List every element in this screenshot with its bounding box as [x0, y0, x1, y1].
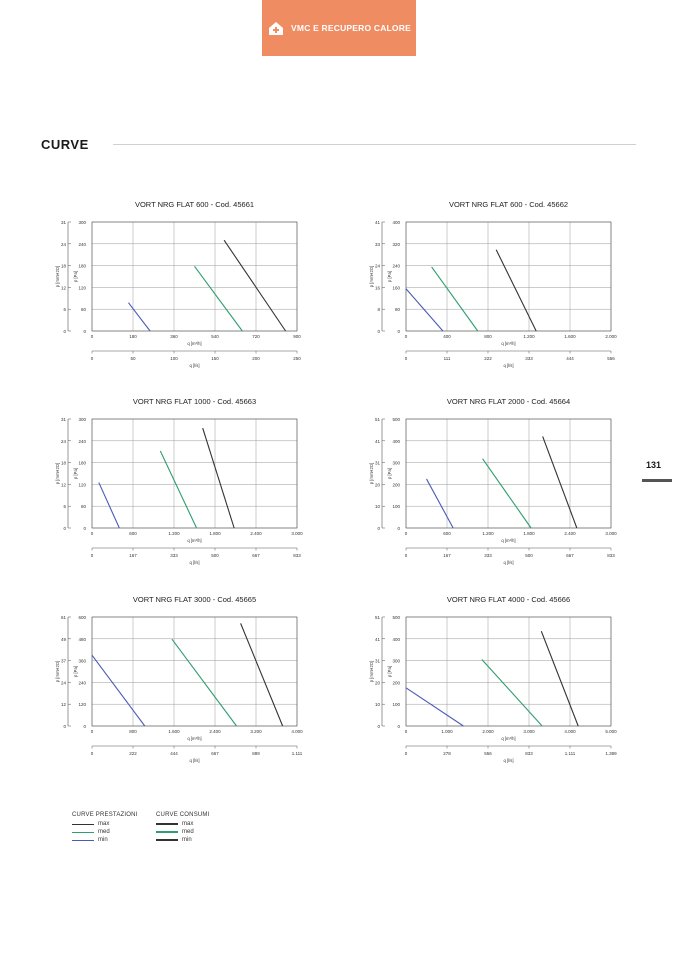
x-tick-label: 1.200 — [482, 531, 494, 536]
plot-frame — [92, 419, 297, 528]
chart-title: VORT NRG FLAT 1000 - Cod. 45663 — [132, 397, 257, 406]
y-tick-label: 0 — [397, 329, 400, 334]
house-plus-icon — [267, 19, 285, 37]
category-banner — [262, 0, 416, 56]
chart-title: VORT NRG FLAT 600 - Cod. 45662 — [448, 200, 569, 209]
legend-swatch — [156, 831, 178, 833]
x-tick-label: 1.800 — [523, 531, 535, 536]
x2-tick-label: 0 — [90, 553, 94, 558]
x2-tick-label: 333 — [525, 356, 533, 361]
chart-title: VORT NRG FLAT 4000 - Cod. 45666 — [446, 595, 571, 604]
x-axis-label: q [m³/h] — [501, 341, 516, 346]
chart-45662 — [360, 196, 640, 376]
x2-tick-label: 444 — [566, 356, 574, 361]
y-tick-label: 320 — [392, 241, 400, 247]
chart-svg — [360, 393, 640, 573]
series-line-min — [406, 688, 463, 726]
y2-tick-label: 51 — [374, 417, 380, 422]
legend-item — [156, 836, 236, 844]
x2-tick-label: 0 — [404, 553, 408, 558]
x-tick-label: 2.000 — [605, 334, 617, 339]
y-tick-label: 120 — [78, 702, 86, 708]
x2-tick-label: 500 — [211, 553, 219, 558]
x-tick-label: 3.000 — [523, 729, 535, 734]
x-tick-label: 1.200 — [523, 334, 535, 339]
y-tick-label: 400 — [392, 438, 400, 444]
chart-45661 — [46, 196, 326, 376]
y-tick-label: 0 — [83, 724, 86, 729]
chart-svg — [360, 196, 640, 376]
x-tick-label: 4.000 — [291, 729, 303, 734]
x-tick-label: 1.600 — [168, 729, 180, 734]
x2-tick-label: 1.111 — [564, 751, 576, 756]
x-tick-label: 720 — [252, 334, 260, 339]
legend-label: med — [182, 829, 194, 835]
y-tick-label: 0 — [397, 724, 400, 729]
legend-performance-title: CURVE PRESTAZIONI — [72, 812, 138, 818]
y-tick-label: 300 — [392, 460, 400, 466]
chart-45665 — [46, 591, 326, 771]
legend-swatch — [72, 824, 94, 825]
x2-tick-label: 0 — [90, 751, 94, 756]
plot-frame — [406, 617, 611, 726]
x2-tick-label: 0 — [90, 356, 94, 361]
y-tick-label: 100 — [392, 504, 400, 510]
y-tick-label: 180 — [78, 263, 86, 269]
x-tick-label: 0 — [404, 334, 408, 339]
legend-label: med — [98, 829, 110, 835]
chart-45666 — [360, 591, 640, 771]
series-line-min — [427, 479, 454, 528]
x-tick-label: 800 — [484, 334, 492, 339]
plot-frame — [406, 419, 611, 528]
y2-tick-label: 33 — [374, 241, 380, 247]
y2-axis-label: p [mmH2O] — [55, 462, 60, 485]
legend-swatch — [72, 840, 94, 841]
y2-axis-label: p [mmH2O] — [369, 462, 374, 485]
y2-tick-label: 31 — [60, 220, 66, 225]
y-tick-label: 0 — [397, 526, 400, 531]
chart-title: VORT NRG FLAT 600 - Cod. 45661 — [134, 200, 255, 209]
x2-tick-label: 333 — [170, 553, 178, 558]
x2-tick-label: 556 — [484, 751, 492, 756]
x-axis-label: q [m³/h] — [187, 538, 202, 543]
legend-label: max — [182, 821, 194, 827]
y2-tick-label: 41 — [374, 220, 380, 225]
y-tick-label: 500 — [392, 615, 400, 620]
series-line-med — [483, 459, 532, 528]
x2-tick-label: 333 — [484, 553, 492, 558]
y-axis-label: p [Pa] — [387, 666, 392, 677]
y2-axis-label: p [mmH2O] — [55, 265, 60, 288]
x2-tick-label: 167 — [443, 553, 451, 558]
legend-item — [72, 836, 152, 844]
x-tick-label: 0 — [90, 334, 94, 339]
legend-swatch — [156, 823, 178, 825]
y2-tick-label: 20 — [374, 482, 380, 488]
y-axis-label: p [Pa] — [387, 468, 392, 479]
series-line-max — [496, 250, 536, 331]
x2-tick-label: 556 — [607, 356, 615, 361]
y2-tick-label: 12 — [60, 702, 66, 708]
section-divider — [113, 144, 636, 145]
y-tick-label: 200 — [392, 680, 400, 686]
legend-item — [72, 828, 152, 836]
legend-item — [72, 820, 152, 828]
x-tick-label: 800 — [129, 729, 137, 734]
y2-tick-label: 0 — [63, 329, 66, 334]
y2-tick-label: 0 — [377, 329, 380, 334]
x2-tick-label: 150 — [211, 356, 219, 361]
legend-swatch — [156, 839, 178, 841]
x2-tick-label: 50 — [130, 356, 136, 361]
chart-title: VORT NRG FLAT 3000 - Cod. 45665 — [132, 595, 257, 604]
x2-tick-label: 444 — [170, 751, 178, 756]
y2-tick-label: 0 — [63, 724, 66, 729]
legend-label: min — [98, 837, 108, 843]
page-number-bar — [642, 479, 672, 482]
x2-tick-label: 278 — [443, 751, 451, 756]
series-line-max — [543, 436, 577, 528]
legend-consumption — [156, 812, 236, 844]
y2-tick-label: 12 — [60, 285, 66, 291]
x-tick-label: 180 — [129, 334, 137, 339]
y-tick-label: 80 — [394, 307, 400, 313]
legend-consumption-title: CURVE CONSUMI — [156, 812, 210, 818]
y2-axis-label: p [mmH2O] — [55, 660, 60, 683]
y2-tick-label: 24 — [60, 680, 66, 686]
chart-svg — [360, 591, 640, 771]
series-line-min — [128, 303, 150, 331]
page-number: 131 — [646, 460, 662, 470]
y2-tick-label: 31 — [374, 658, 380, 664]
series-line-max — [224, 240, 286, 331]
y-tick-label: 400 — [392, 220, 400, 225]
x-tick-label: 0 — [90, 729, 94, 734]
y-tick-label: 240 — [78, 241, 86, 247]
y-tick-label: 240 — [78, 438, 86, 444]
y-tick-label: 400 — [392, 636, 400, 642]
y2-tick-label: 49 — [60, 636, 66, 642]
y2-axis-label: p [mmH2O] — [369, 660, 374, 683]
plot-frame — [406, 222, 611, 331]
y2-tick-label: 12 — [60, 482, 66, 488]
y2-tick-label: 31 — [60, 417, 66, 422]
y2-tick-label: 41 — [374, 438, 380, 444]
x2-tick-label: 500 — [525, 553, 533, 558]
x-tick-label: 2.400 — [564, 531, 576, 536]
x-axis-label: q [m³/h] — [187, 736, 202, 741]
series-line-max — [203, 428, 234, 528]
x2-tick-label: 667 — [566, 553, 574, 558]
x-tick-label: 600 — [443, 531, 451, 536]
x2-tick-label: 200 — [252, 356, 260, 361]
y2-tick-label: 51 — [374, 615, 380, 620]
y2-tick-label: 24 — [60, 438, 66, 444]
chart-45663 — [46, 393, 326, 573]
y-tick-label: 100 — [392, 702, 400, 708]
x-tick-label: 540 — [211, 334, 219, 339]
y-tick-label: 60 — [80, 504, 86, 510]
y2-tick-label: 0 — [377, 724, 380, 729]
x-axis-label: q [m³/h] — [187, 341, 202, 346]
legend-label: max — [98, 821, 110, 827]
series-line-med — [195, 266, 243, 331]
plot-frame — [92, 222, 297, 331]
x2-tick-label: 250 — [293, 356, 301, 361]
x-tick-label: 400 — [443, 334, 451, 339]
x-tick-label: 0 — [404, 729, 408, 734]
banner-label: VMC E RECUPERO CALORE — [291, 23, 411, 33]
y2-tick-label: 61 — [60, 615, 66, 620]
y-tick-label: 240 — [392, 263, 400, 269]
x2-tick-label: 833 — [525, 751, 533, 756]
x-tick-label: 2.400 — [209, 729, 221, 734]
y2-tick-label: 18 — [60, 263, 66, 269]
x-tick-label: 4.000 — [564, 729, 576, 734]
legend-item — [156, 828, 236, 836]
x2-axis-label: q [l/s] — [503, 758, 514, 763]
x2-tick-label: 0 — [404, 356, 408, 361]
y-axis-label: p [Pa] — [73, 468, 78, 479]
x-tick-label: 3.200 — [250, 729, 262, 734]
y-tick-label: 200 — [392, 482, 400, 488]
y2-tick-label: 24 — [60, 241, 66, 247]
y2-tick-label: 10 — [374, 702, 380, 708]
x2-tick-label: 0 — [404, 751, 408, 756]
y-tick-label: 240 — [78, 680, 86, 686]
chart-title: VORT NRG FLAT 2000 - Cod. 45664 — [446, 397, 571, 406]
x-tick-label: 1.200 — [168, 531, 180, 536]
y2-tick-label: 20 — [374, 680, 380, 686]
x2-tick-label: 167 — [129, 553, 137, 558]
y-tick-label: 120 — [78, 285, 86, 291]
y-tick-label: 0 — [83, 526, 86, 531]
x-tick-label: 360 — [170, 334, 178, 339]
y2-tick-label: 0 — [377, 526, 380, 531]
y-tick-label: 180 — [78, 460, 86, 466]
chart-svg — [46, 591, 326, 771]
x2-tick-label: 222 — [484, 356, 492, 361]
y-tick-label: 300 — [392, 658, 400, 664]
y2-tick-label: 18 — [60, 460, 66, 466]
x-tick-label: 1.800 — [209, 531, 221, 536]
series-line-min — [92, 655, 145, 726]
x2-tick-label: 667 — [252, 553, 260, 558]
x-tick-label: 3.000 — [605, 531, 617, 536]
legend-swatch — [72, 832, 94, 833]
x2-tick-label: 833 — [293, 553, 301, 558]
legend-item — [156, 820, 236, 828]
y2-tick-label: 6 — [63, 307, 66, 313]
y2-tick-label: 41 — [374, 636, 380, 642]
x-tick-label: 600 — [129, 531, 137, 536]
chart-svg — [46, 393, 326, 573]
x2-axis-label: q [l/s] — [189, 363, 200, 368]
y-tick-label: 360 — [78, 658, 86, 664]
x-axis-label: q [m³/h] — [501, 538, 516, 543]
y-tick-label: 60 — [80, 307, 86, 313]
y2-tick-label: 0 — [63, 526, 66, 531]
series-line-med — [432, 267, 478, 331]
x2-tick-label: 889 — [252, 751, 260, 756]
x-tick-label: 1.600 — [564, 334, 576, 339]
y-axis-label: p [Pa] — [73, 666, 78, 677]
y2-tick-label: 8 — [377, 307, 380, 313]
legend-label: min — [182, 837, 192, 843]
y-tick-label: 0 — [83, 329, 86, 334]
y-tick-label: 300 — [78, 220, 86, 225]
x-tick-label: 5.000 — [605, 729, 617, 734]
series-line-min — [99, 483, 120, 528]
x2-tick-label: 1.111 — [291, 751, 303, 756]
y-tick-label: 500 — [392, 417, 400, 422]
x2-tick-label: 1.389 — [605, 751, 617, 756]
y-tick-label: 480 — [78, 636, 86, 642]
x-tick-label: 3.000 — [291, 531, 303, 536]
section-title: CURVE — [41, 137, 89, 152]
y2-axis-label: p [mmH2O] — [369, 265, 374, 288]
x-tick-label: 2.000 — [482, 729, 494, 734]
y-axis-label: p [Pa] — [387, 271, 392, 282]
series-line-med — [482, 660, 542, 726]
x2-tick-label: 667 — [211, 751, 219, 756]
legend-performance — [72, 812, 152, 844]
y2-tick-label: 6 — [63, 504, 66, 510]
x-tick-label: 0 — [90, 531, 94, 536]
x2-axis-label: q [l/s] — [189, 560, 200, 565]
y-tick-label: 300 — [78, 417, 86, 422]
y-axis-label: p [Pa] — [73, 271, 78, 282]
chart-svg — [46, 196, 326, 376]
x-axis-label: q [m³/h] — [501, 736, 516, 741]
x-tick-label: 2.400 — [250, 531, 262, 536]
y2-tick-label: 10 — [374, 504, 380, 510]
y2-tick-label: 24 — [374, 263, 380, 269]
y-tick-label: 600 — [78, 615, 86, 620]
y-tick-label: 120 — [78, 482, 86, 488]
x2-tick-label: 100 — [170, 356, 178, 361]
x-tick-label: 1.000 — [441, 729, 453, 734]
chart-45664 — [360, 393, 640, 573]
x2-axis-label: q [l/s] — [189, 758, 200, 763]
y2-tick-label: 16 — [374, 285, 380, 291]
y2-tick-label: 31 — [374, 460, 380, 466]
x2-axis-label: q [l/s] — [503, 560, 514, 565]
x2-axis-label: q [l/s] — [503, 363, 514, 368]
series-line-min — [406, 289, 443, 331]
x2-tick-label: 833 — [607, 553, 615, 558]
plot-frame — [92, 617, 297, 726]
x2-tick-label: 111 — [443, 356, 451, 361]
y2-tick-label: 37 — [60, 658, 66, 664]
y-tick-label: 160 — [392, 285, 400, 291]
x-tick-label: 0 — [404, 531, 408, 536]
x2-tick-label: 222 — [129, 751, 137, 756]
x-tick-label: 900 — [293, 334, 301, 339]
series-line-max — [541, 631, 578, 726]
